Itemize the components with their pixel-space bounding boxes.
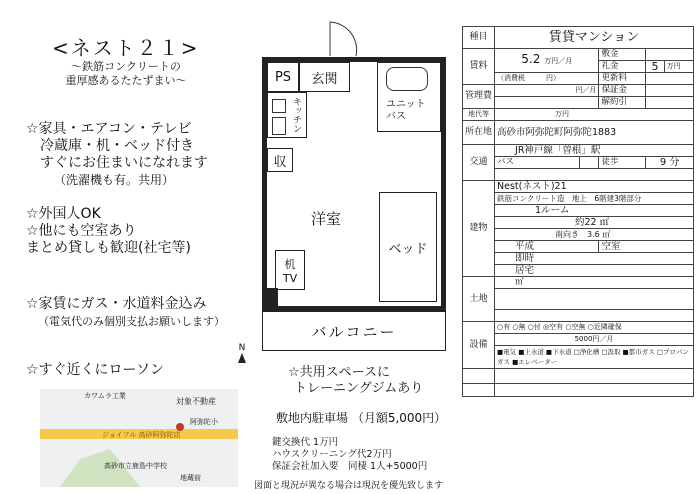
door-swing-icon: [328, 16, 358, 58]
fees-note: [272, 437, 427, 473]
feature-line: （洗濯機も有。共用）: [54, 173, 175, 187]
subtitle-line-2: 重厚感あるたたずまい～: [65, 74, 187, 87]
deposit-value: [646, 49, 694, 61]
map-label: カワムラ工業: [84, 392, 126, 400]
map-label: ジョイフル 高砂阿弥陀店: [102, 431, 181, 439]
address-label: 所在地: [463, 121, 495, 145]
key-money-label: 礼金: [599, 61, 646, 73]
map-label: 地蔵前: [180, 474, 201, 482]
feature-line: ☆他にも空室あり: [26, 223, 137, 239]
ps-room: PS: [267, 62, 299, 92]
tax-note: （消費税 円）: [495, 73, 599, 85]
feature-line: （電気代のみ個別支払お願いします）: [38, 315, 225, 328]
parking-options: ○有 ○無 ○付 ◎空有 ○空無 ○近隣確保: [495, 322, 694, 334]
feature-line: まとめ貸しも歓迎(社宅等): [26, 240, 191, 256]
area-map: [40, 389, 238, 487]
building-section-label: 建物: [463, 181, 495, 277]
parking-note: 敷地内駐車場 （月額5,000円）: [276, 411, 447, 425]
feature-line: ☆家賃にガス・水道料金込み: [26, 296, 207, 312]
map-label: 高砂市立鹿島中学校: [104, 462, 167, 470]
features-block-1: [26, 121, 208, 189]
feature-line: 冷蔵庫・机・ベッド付き: [40, 138, 194, 154]
features-block-2: [26, 206, 191, 257]
features-block-3: [26, 296, 225, 330]
address-value: 高砂市阿弥陀町阿弥陀1883: [495, 121, 694, 145]
map-label: 対象不動産: [176, 397, 216, 406]
fee-line: 鍵交換代 1万円: [272, 437, 339, 448]
kitchen: [267, 92, 307, 138]
feature-line: ☆外国人OK: [26, 206, 101, 222]
kitchen-label: キッチン: [291, 97, 301, 133]
genkan: 玄関: [299, 62, 350, 92]
north-label: N: [238, 343, 246, 353]
mgmt-unit: 円／月: [495, 85, 599, 97]
bathtub-icon: [386, 67, 428, 91]
balcony: バルコニー: [262, 311, 446, 351]
parking-fee: 5000円／月: [495, 334, 694, 346]
bed: ベッド: [379, 192, 437, 302]
guarantee-label: 保証金: [599, 85, 646, 97]
category-value: 賃貸マンション: [495, 27, 694, 49]
equipment-list: ■電気 ■上水道 ■下水道 □浄化槽 □汲取 ■都市ガス □プロパンガス ■エレベーター: [495, 346, 694, 369]
move-in-value: 居宅: [495, 265, 694, 277]
rent-unit: 万円／月: [544, 57, 573, 65]
handover-value: 即時: [495, 253, 694, 265]
rent-number: 5.2: [521, 52, 541, 66]
station-value: JR神戸線「曽根」駅: [495, 145, 694, 157]
subtitle-line-1: ～鉄筋コンクリートの: [71, 60, 181, 73]
feature-line: すぐにお住まいになれます: [40, 155, 208, 171]
map-label: 阿弥陀小: [190, 418, 218, 426]
layout-value: 1ルーム: [495, 205, 694, 217]
key-money-value: 5: [646, 61, 664, 73]
building-name: Nest(ネスト)21: [495, 181, 694, 193]
mgmt-label: 管理費: [463, 85, 495, 109]
balcony-value: 南向き 3.6 ㎡: [495, 229, 694, 241]
north-arrow: [238, 343, 246, 363]
shared-line: トレーニングジムあり: [294, 381, 424, 396]
floor-plan: [262, 57, 446, 311]
cancel-label: 解約引: [599, 97, 646, 109]
storage: 収: [267, 148, 293, 172]
deposit-label: 敷金: [599, 49, 646, 61]
entrance-door: [328, 16, 358, 56]
land-label: 地代等: [463, 109, 495, 121]
subtitle: [46, 60, 206, 88]
lawson-note: ☆すぐ近くにローソン: [26, 362, 164, 378]
unit-bath: [377, 62, 441, 132]
fee-line: ハウスクリーニング代2万円: [272, 449, 392, 460]
stove-icon: [272, 117, 286, 135]
shared-space-note: [288, 365, 423, 397]
land-section-label: 土地: [463, 277, 495, 322]
bus-label: バス: [495, 157, 580, 169]
renewal-label: 更新料: [599, 73, 646, 85]
rent-label: 賃料: [463, 49, 495, 85]
disclaimer: 図面と現況が異なる場合は現況を優先致します: [254, 481, 444, 491]
fee-line: 保証会社加入要 同棲 1人+5000円: [272, 461, 428, 472]
structure-value: 鉄筋コンクリート造 地上 6階建3階部分: [495, 193, 694, 205]
rent-value: [495, 49, 599, 73]
pillar: [262, 288, 278, 312]
built-value: 平成: [495, 241, 599, 253]
spec-table: [462, 26, 694, 397]
walk-label: 徒歩: [599, 157, 646, 169]
feature-line: ☆家具・エアコン・テレビ: [26, 121, 192, 137]
status-value: 空室: [599, 241, 694, 253]
north-arrow-icon: [238, 353, 246, 363]
key-money-unit: 万円: [664, 61, 693, 73]
shared-line: ☆共用スペースに: [288, 365, 391, 380]
land-unit: 万円: [495, 109, 694, 121]
facility-label: 設備: [463, 322, 495, 369]
youshitsu-label: 洋室: [311, 210, 342, 228]
unit-bath-label: ユニットバス: [386, 99, 426, 122]
sink-icon: [272, 99, 286, 113]
property-title: <ネスト２１>: [52, 36, 200, 60]
land-area-unit: ㎡: [495, 277, 694, 289]
transport-label: 交通: [463, 145, 495, 181]
category-label: 種目: [463, 27, 495, 49]
walk-value: 9 分: [646, 157, 694, 169]
desk-tv: 机 TV: [275, 250, 305, 290]
area-value: 約22 ㎡: [495, 217, 694, 229]
